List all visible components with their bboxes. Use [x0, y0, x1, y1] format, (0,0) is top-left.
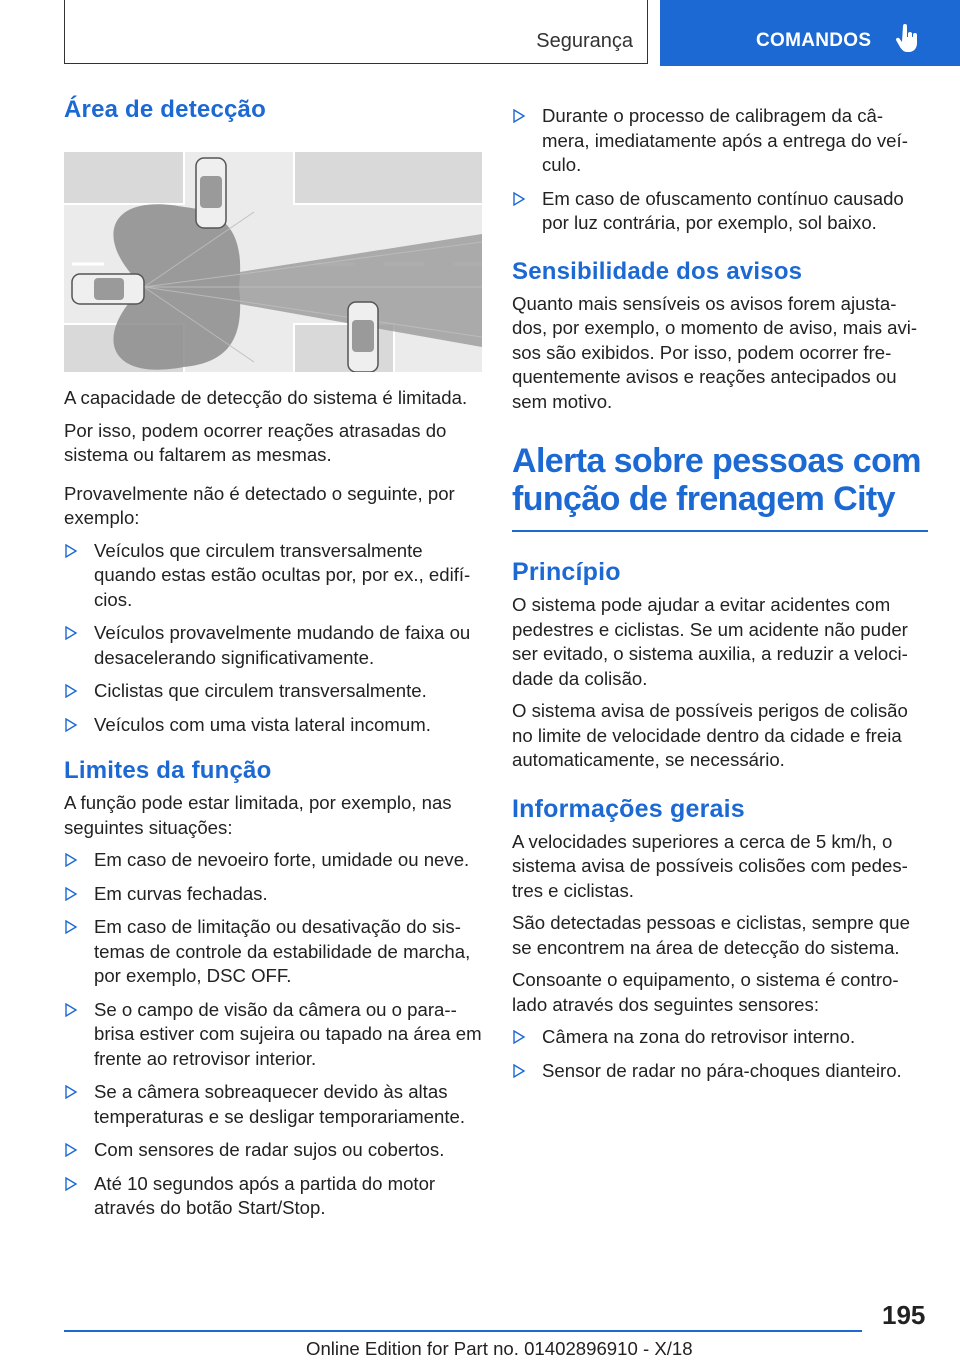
triangle-right-icon [64, 718, 78, 732]
heading-principle: Princípio [512, 558, 621, 586]
triangle-right-icon [512, 192, 526, 206]
list-item: Câmera na zona do retrovisor interno. [512, 1025, 928, 1050]
triangle-right-icon [64, 684, 78, 698]
list-item: Em caso de limitação ou desativação do sis-temas de controle da estabilidade de marcha, por exemplo, DSC OFF. [64, 915, 482, 989]
paragraph: A velocidades superiores a cerca de 5 km/h, o sistema avisa de possíveis colisões com pedes-tres e ciclistas. [512, 830, 908, 901]
heading-rule [512, 530, 928, 532]
section-tab [64, 0, 648, 64]
triangle-right-icon [512, 1030, 526, 1044]
list-not-detected [64, 539, 482, 738]
triangle-right-icon [64, 1003, 78, 1017]
heading-detection-area: Área de detecção [64, 96, 266, 123]
list-item: Sensor de radar no pára-choques dianteiro. [512, 1059, 928, 1084]
heading-general-info: Informações gerais [512, 794, 745, 823]
footer-edition: Online Edition for Part no. 01402896910 - X/18 [306, 1338, 693, 1359]
list-item: Com sensores de radar sujos ou cobertos. [64, 1138, 482, 1163]
list-item: Em curvas fechadas. [64, 882, 482, 907]
triangle-right-icon [512, 1064, 526, 1078]
car-ego [72, 274, 144, 304]
car-top [196, 158, 226, 228]
list-sensors [512, 1025, 928, 1083]
paragraph: A capacidade de detecção do sistema é limitada. [64, 387, 468, 408]
list-limits [64, 848, 482, 1221]
heading-function-limits: Limites da função [64, 757, 272, 784]
paragraph: Por isso, podem ocorrer reações atrasadas do sistema ou faltarem as mesmas. [64, 419, 447, 465]
heading-warning-sensitivity: Sensibilidade dos avisos [512, 257, 803, 285]
car-bottom-right [348, 302, 378, 372]
list-item: Em caso de nevoeiro forte, umidade ou neve. [64, 848, 482, 873]
left-column [64, 96, 482, 1230]
list-item: Ciclistas que circulem transversalmente. [64, 679, 482, 704]
footer-rule [64, 1330, 862, 1332]
triangle-right-icon [64, 1085, 78, 1099]
chapter-tab [660, 0, 960, 66]
list-item: Durante o processo de calibragem da câ-mera, imediatamente após a entrega do veí-culo. [512, 104, 928, 178]
right-column [512, 104, 928, 1092]
pointing-hand-icon [896, 24, 920, 54]
paragraph: Quanto mais sensíveis os avisos forem ajusta-dos, por exemplo, o momento de aviso, mais avi-sos são exibidos. Por isso, podem ocorrer fre-quentemente avisos e reações antecipados ou sem motivo. [512, 292, 918, 412]
triangle-right-icon [64, 1177, 78, 1191]
paragraph: Provavelmente não é detectado o seguinte, por exemplo: [64, 482, 455, 528]
triangle-right-icon [64, 626, 78, 640]
detection-area-figure [64, 152, 482, 372]
list-limits-continued [512, 104, 928, 236]
list-item: Se o campo de visão da câmera ou o para--brisa estiver com sujeira ou tapado na área em frente ao retrovisor interior. [64, 998, 482, 1072]
list-item: Veículos com uma vista lateral incomum. [64, 713, 482, 738]
triangle-right-icon [64, 544, 78, 558]
paragraph: Consoante o equipamento, o sistema é contro-lado através dos seguintes sensores: [512, 969, 899, 1015]
chapter-title: COMANDOS [756, 30, 872, 51]
list-item: Veículos que circulem transversalmente quando estas estão ocultas por, por ex., edifí-cios. [64, 539, 482, 613]
triangle-right-icon [64, 887, 78, 901]
heading-city-braking: Alerta sobre pessoas com função de frenagem City [512, 442, 921, 518]
page-header [0, 0, 960, 66]
list-item: Se a câmera sobreaquecer devido às altas temperaturas e se desligar temporariamente. [64, 1080, 482, 1129]
triangle-right-icon [64, 920, 78, 934]
triangle-right-icon [64, 1143, 78, 1157]
paragraph: A função pode estar limitada, por exemplo, nas seguintes situações: [64, 792, 452, 838]
triangle-right-icon [64, 853, 78, 867]
list-item: Até 10 segundos após a partida do motor através do botão Start/Stop. [64, 1172, 482, 1221]
list-item: Veículos provavelmente mudando de faixa ou desacelerando significativamente. [64, 621, 482, 670]
paragraph: O sistema pode ajudar a evitar acidentes com pedestres e ciclistas. Se um acidente não puder ser evitado, o sistema auxilia, a reduzir a veloci-dade da colisão. [512, 594, 908, 689]
paragraph: São detectadas pessoas e ciclistas, sempre que se encontrem na área de detecção do sistema. [512, 912, 910, 958]
section-title: Segurança [536, 30, 633, 52]
list-item: Em caso de ofuscamento contínuo causado por luz contrária, por exemplo, sol baixo. [512, 187, 928, 236]
page-number: 195 [882, 1300, 926, 1330]
paragraph: O sistema avisa de possíveis perigos de colisão no limite de velocidade dentro da cidade e freia automaticamente, se necessário. [512, 700, 908, 770]
triangle-right-icon [512, 109, 526, 123]
